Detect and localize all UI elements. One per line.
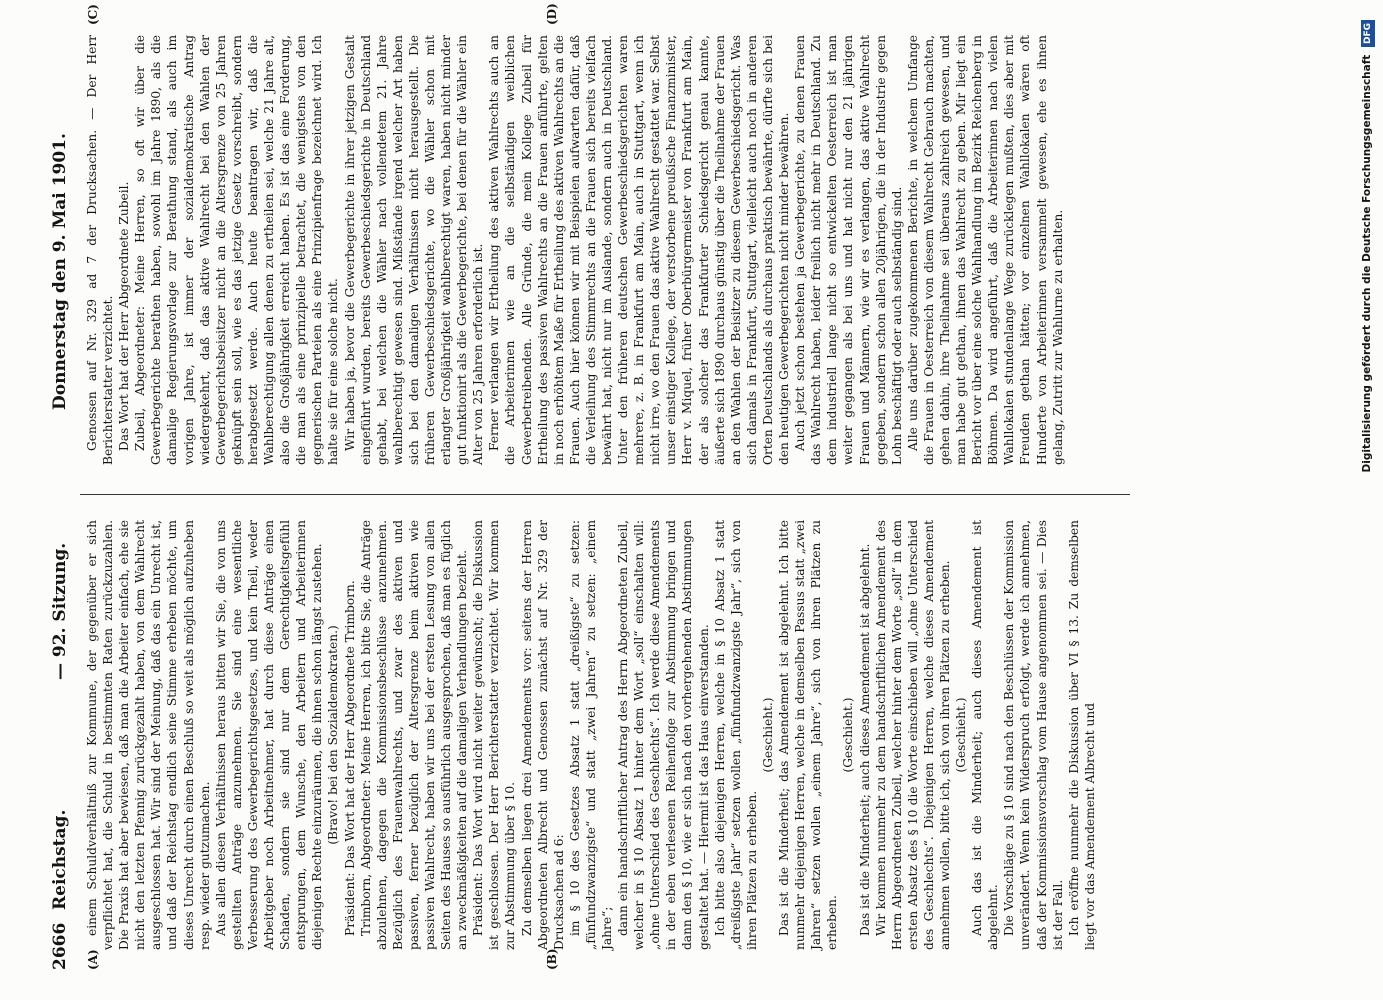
paragraph: Präsident: Das Wort hat der Herr Abgeordnete Trimborn. [342,580,357,936]
paragraph: Das ist die Minderheit; das Amendement ist abgelehnt. Ich bitte nunmehr diejenigen Herren, welche in demselben Passus statt „zwei Jahren“ setzen wollen „einem Jahre“, sich von ihren Plätzen zu erheben. [777,520,840,950]
paragraph: Auch jetzt schon bestehen ja Gewerbegerichte, zu denen Frauen das Wahlrecht haben, leider freilich nicht mehr in Deutschland. Zu dem industriell lange nicht so entwickelten Oesterreich ist man weiter gegangen als bei uns und hat nicht nur den 21 jährigen Frauen und Männern, wie wir es verlangen, das aktive Wahlrecht gegeben, sondern schon allen 20jährigen, die in der Industrie gegen Lohn beschäftigt oder auch selbständig sind. [793,35,904,465]
rotated-print-page [40,0,1323,1000]
paragraph: Das Wort hat der Herr Abgeordnete Zubeil. [117,181,132,451]
paragraph: Ich bitte also diejenigen Herren, welche in § 10 Absatz 1 statt „dreißigste Jahr“ setzen wollen „fünfundzwanzigste Jahr“, sich von ihren Plätzen zu erheben. [712,520,759,950]
amendment-text: im § 10 des Gesetzes Absatz 1 statt „dreißigste“ zu setzen: „fünfundzwanzigste“ und statt „zwei Jahren“ zu setzen: „einem Jahre“; [567,520,614,950]
interjection: (Geschieht.) [760,697,775,773]
page-number: 2666 [50,922,70,970]
header-date: Donnerstag den 9. Mai 1901. [50,133,70,410]
margin-marker-a: (A) [86,949,100,970]
right-column [84,35,1065,465]
paragraph: Auch das ist die Minderheit; auch dieses Amendement ist abgelehnt. [970,520,1001,950]
margin-marker-b: (B) [545,948,559,970]
paragraph: Ich eröffne nunmehr die Diskussion über VI § 13. Zu demselben liegt vor das Amendement Albrecht und [1066,520,1097,950]
dfg-logo: DFG [1361,20,1375,47]
paragraph: Wir kommen nunmehr zu dem handschriftlichen Amendement des Herrn Abgeordneten Zubeil, welcher hinter dem Worte „soll“ in dem ersten Absatz des § 10 die Worte einschieben will „ohne Unterschied des Geschlechts“. Diejenigen Herren, welche dieses Amendement annehmen wollen, bitte ich, sich von ihren Plätzen zu erheben. [873,520,952,950]
margin-marker-d: (D) [545,3,559,25]
interjection: (Geschieht.) [954,697,969,773]
paragraph: Genossen auf Nr. 329 ad 7 der Drucksachen. — Der Herr Berichterstatter verzichtet. [85,35,116,465]
interjection: (Geschieht.) [841,697,856,773]
paragraph: Alle uns darüber zugekommenen Berichte, in welchem Umfange die Frauen in Oesterreich von diesem Wahlrecht Gebrauch machten, gehen dahin, ihre Theilnahme sei überaus zahlreich gewesen, und man habe gut gethan, ihnen das Wahlrecht zu geben. Mir liegt ein Bericht vor über eine solche Wahlhandlung im Bezirk Reichenberg in Böhmen. Da wird angeführt, daß die Arbeiterinnen nach vielen Wahllokalen stundenlange Wege zurücklegen mußten, dies aber mit Freuden gethan hätten; vor einzelnen Wahllokalen wären oft Hunderte von Arbeiterinnen versammelt gewesen, ehe es ihnen gelang, Zutritt zur Wahlurne zu erhalten. [905,35,1065,465]
digitization-text [1356,20,1378,980]
paragraph: Ferner verlangen wir Ertheilung des aktiven Wahlrechts auch an die Arbeiterinnen wie an die selbständigen weiblichen Gewerbetreibenden. Alle Gründe, die mein Kollege Zubeil für Ertheilung des passiven Wahlrechts an die Frauen anführte, gelten in noch erhöhtem Maße für Ertheilung des aktiven Wahlrechts an die Frauen. Auch hier können wir mit Beispielen aufwarten dafür, daß die Verleihung des Stimmrechts an die Frauen sich bereits vielfach bewährt hat, nicht nur im Auslande, sondern auch in Deutschland. Unter den früheren deutschen Gewerbeschiedsgerichten waren mehrere, z. B. in Frankfurt am Main, auch in Stuttgart, wenn ich nicht irre, wo den Frauen das aktive Wahlrecht gestattet war. Selbst unser einstiger Kollege, der verstorbene preußische Finanzminister, Herr v. Miquel, früher Oberbürgermeister von Frankfurt am Main, der als solcher das Frankfurter Schiedsgericht genau kannte, äußerte sich 1890 durchaus günstig über die Theilnahme der Frauen an den Wahlen der Beisitzer zu diesem Gewerbeschiedsgericht. Was sich damals in Frankfurt, Stuttgart, vielleicht auch noch in anderen Orten Deutschlands als durchaus praktisch bewährte, dürfte sich bei den heutigen Gewerbegerichten nicht minder bewähren. [487,35,792,465]
left-column [84,520,1097,950]
page-header [46,30,76,970]
paragraph: Das ist die Minderheit; auch dieses Amendement ist abgelehnt. [857,543,872,936]
paragraph: Trimborn, Abgeordneter: Meine Herren, ich bitte Sie, die Anträge abzulehnen, dagegen die Kommissionsbeschlüsse anzunehmen. Bezüglich des Frauenwahlrechts, und zwar des aktiven und passiven, ferner bezüglich der Altersgrenze beim aktiven wie passiven Wahlrecht, haben wir uns bei der ersten Lesung von allen Seiten des Hauses so ausführlich ausgesprochen, daß man es füglich an zweckmäßigkeiten auf die damaligen Verhandlungen bezieht. [358,520,470,950]
interjection: (Bravo! bei den Sozialdemokraten.) [326,625,341,845]
header-center: — 92. Sitzung. [50,542,70,680]
paragraph: Präsident: Das Wort wird nicht weiter gewünscht; die Diskussion ist geschlossen. Der Herr Berichterstatter verzichtet. Wir kommen zur Abstimmung über § 10. [471,520,518,950]
paragraph: Die Vorschläge zu § 10 sind nach den Beschlüssen der Kommission unverändert. Wenn kein Widerspruch erfolgt, werde ich annehmen, daß der Kommissionsvorschlag vom Hause angenommen sei. — Dies ist der Fall. [1002,520,1065,950]
margin-marker-c: (C) [86,4,100,25]
column-divider [80,494,1130,495]
paragraph: Zubeil, Abgeordneter: Meine Herren, so oft wir über die Gewerbegerichte berathen haben, sowohl im Jahre 1890, als die damalige Regierungsvorlage zur Berathung stand, als auch im vorigen Jahre, ist immer der sozialdemokratische Antrag wiedergekehrt, daß das aktive Wahlrecht bei den Wahlen der Gewerbegerichtsbeisitzer nicht an die Altersgrenze von 25 Jahren geknüpft sein soll, wie es das jetzige Gesetz vorschreibt, sondern herabgesetzt werde. Auch heute beantragen wir, daß die Wahlberechtigung allen denen zu ertheilen sei, welche 21 Jahre alt, also die Großjährigkeit erreicht haben. Es ist das eine Forderung, die man als eine prinzipielle betrachtet, die wenigstens von den gegnerischen Parteien als eine Prinzipienfrage bezeichnet wird. Ich halte sie für eine solche nicht. [133,35,341,465]
paragraph: Aus allen diesen Verhältnissen heraus bitten wir Sie, die von uns gestellten Anträge anzunehmen. Sie sind eine wesentliche Verbesserung des Gewerbegerichtsgesetzes, und kein Theil, weder Arbeitgeber noch Arbeitnehmer, hat durch diese Anträge einen Schaden, sondern sie sind nur dem Gerechtigkeitsgefühl entsprungen, dem Wunsche, den Arbeitern und Arbeiterinnen diejenigen Rechte einzuräumen, die ihnen schon längst zustehen. [213,520,325,950]
paragraph: einem Schuldverhältniß zur Kommune, der gegenüber er sich verpflichtet hat, die Schuld in bestimmten Raten zurückzuzahlen. Die Praxis hat aber bewiesen, daß man die Arbeiter einfach, ehe sie nicht den letzten Pfennig zurückgezahlt haben, von dem Wahlrecht ausgeschlossen hat. Wir sind der Meinung, daß das ein Unrecht ist, und daß der Reichstag endlich seine Stimme erheben möchte, um dieses Unrecht durch einen Beschluß so weit als möglich aufzuheben resp. wieder gutzumachen. [85,520,212,950]
paragraph: dann ein handschriftlicher Antrag des Herrn Abgeordneten Zubeil, welcher in § 10 Absatz 1 hinter dem Wort „soll“ einschalten will: „ohne Unterschied des Geschlechts“. Ich werde diese Amendements in der eben verlesenen Reihenfolge zur Abstimmung bringen und dann den § 10, wie er sich nach den vorhergehenden Abstimmungen gestaltet hat. — Hiermit ist das Haus einverstanden. [616,520,711,950]
header-left: Reichstag. [50,809,70,910]
funding-note: Digitalisierung gefördert durch die Deutsche Forschungsgemeinschaft [1361,54,1373,473]
digitization-note [1356,20,1378,980]
paragraph: Zu demselben liegen drei Amendements vor: seitens der Herren Abgeordneten Albrecht und Genossen zunächst auf Nr. 329 der Drucksachen ad 6: [519,520,566,950]
paragraph: Wir haben ja, bevor die Gewerbegerichte in ihrer jetzigen Gestalt eingeführt wurden, bereits Gewerbeschiedsgerichte in Deutschland gehabt, bei welchen die Wähler nach vollendetem 21. Jahre wahlberechtigt gewesen sind. Mißstände irgend welcher Art haben sich bei den damaligen Verhältnissen nicht herausgestellt. Die früheren Gewerbeschiedsgerichte, wo die Wähler schon mit erlangter Großjährigkeit wahlberechtigt waren, haben nicht minder gut funktionirt als die Gewerbegerichte, bei denen für die Wähler ein Alter von 25 Jahren erforderlich ist. [342,35,486,465]
